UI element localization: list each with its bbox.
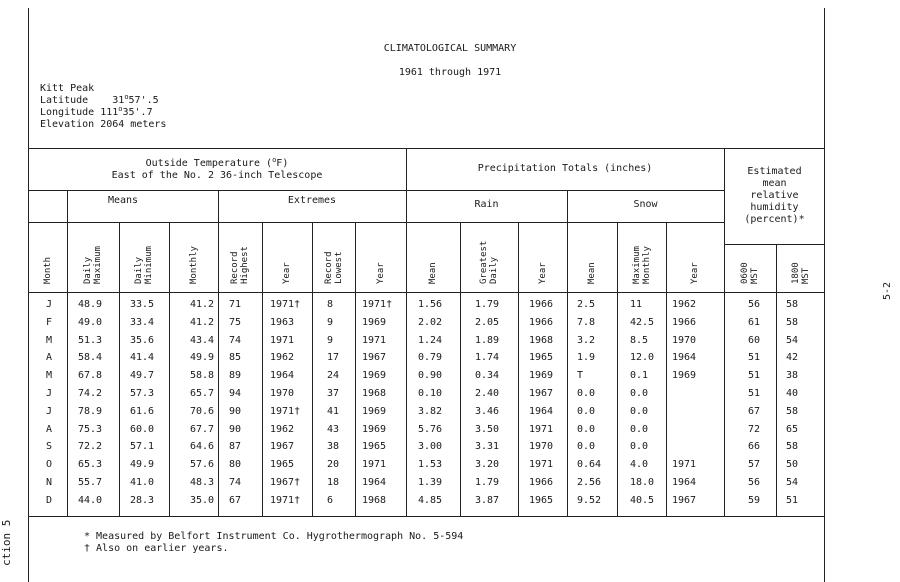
- table-cell-snow-mean: 0.64: [577, 459, 602, 471]
- table-cell-humidity-1800: 58: [786, 441, 799, 453]
- col-header-record-lowest: [324, 251, 344, 284]
- table-cell-year-low: 1969: [362, 316, 387, 328]
- precipitation-header-line: Precipitation Totals (inches): [477, 163, 653, 174]
- table-cell-humidity-1800: 54: [786, 477, 799, 488]
- table-cell-humidity-1800: 51: [786, 494, 799, 506]
- table-cell-rain-mean: 1.56: [418, 299, 443, 310]
- col-header-text: Year: [690, 262, 700, 284]
- table-cell-record-highest: 71: [229, 299, 242, 310]
- table-cell-record-lowest: 9: [327, 334, 334, 346]
- table-cell-year-low: 1964: [362, 477, 387, 488]
- col-header-record-highest: [230, 246, 250, 284]
- table-cell-daily-minimum: 61.6: [130, 405, 155, 417]
- table-cell-humidity-1800: 38: [786, 370, 799, 382]
- col-header-year-high: [282, 262, 292, 284]
- table-cell-rain-mean: 2.02: [418, 316, 443, 328]
- footnote-humidity: * Measured by Belfort Instrument Co. Hygrothermograph No. 5-594: [84, 531, 464, 542]
- table-cell-month: F: [46, 316, 53, 328]
- table-cell-daily-maximum: 78.9: [78, 405, 103, 417]
- table-cell-daily-maximum: 72.2: [78, 441, 103, 453]
- col-header-text: Maximum: [93, 246, 103, 284]
- table-cell-humidity-1800: 54: [786, 334, 799, 346]
- table-cell-daily-maximum: 65.3: [78, 459, 103, 471]
- table-cell-daily-minimum: 41.0: [130, 477, 155, 488]
- table-cell-record-lowest: 8: [327, 299, 334, 310]
- table-cell-maximum-monthly: 0.0: [630, 388, 649, 399]
- table-cell-snow-year: 1964: [672, 352, 697, 364]
- table-cell-rain-mean: 1.53: [418, 459, 443, 471]
- humidity-header: [724, 166, 825, 226]
- col-header-text: 0600: [740, 262, 750, 284]
- table-cell-monthly: 58.8: [190, 370, 215, 382]
- col-divider: [776, 244, 777, 516]
- table-cell-year-high: 1971: [270, 334, 295, 346]
- table-cell-month: O: [46, 459, 53, 471]
- means-header-line: Means: [107, 195, 139, 206]
- table-cell-month: J: [46, 299, 53, 310]
- table-cell-maximum-monthly: 0.1: [630, 370, 649, 382]
- table-cell-maximum-monthly: 0.0: [630, 423, 649, 435]
- col-header-daily-minimum: [134, 246, 154, 284]
- humidity-header-line: mean: [762, 178, 787, 189]
- col-header-text: Mean: [428, 262, 438, 284]
- table-cell-humidity-1800: 50: [786, 459, 799, 471]
- col-divider: [617, 222, 618, 516]
- col-header-text: Minimum: [144, 246, 154, 284]
- col-header-text: Mean: [587, 262, 597, 284]
- table-cell-daily-minimum: 41.4: [130, 352, 155, 364]
- rain-snow-divider: [567, 190, 568, 516]
- table-cell-rain-year: 1966: [529, 477, 554, 488]
- col-header-text: MST: [800, 267, 811, 284]
- table-cell-year-high: 1971†: [270, 299, 301, 310]
- temperature-header-line: East of the No. 2 36-inch Telescope: [111, 170, 323, 181]
- extremes-header: [218, 195, 406, 207]
- table-cell-daily-maximum: 44.0: [78, 494, 103, 506]
- table-cell-record-highest: 85: [229, 352, 242, 364]
- table-cell-record-lowest: 17: [327, 352, 340, 364]
- table-cell-record-highest: 80: [229, 459, 242, 471]
- table-cell-monthly: 64.6: [190, 441, 215, 453]
- col-header-text: Record: [323, 251, 334, 284]
- col-header-text: Highest: [240, 246, 250, 284]
- header-bottom-rule: [28, 292, 825, 293]
- table-cell-rain-year: 1964: [529, 405, 554, 417]
- snow-header: [567, 199, 724, 211]
- col-divider: [312, 222, 313, 516]
- col-divider: [460, 222, 461, 516]
- table-cell-rain-year: 1971: [529, 423, 554, 435]
- table-cell-maximum-monthly: 42.5: [630, 316, 655, 328]
- table-cell-daily-minimum: 49.9: [130, 459, 155, 471]
- table-cell-record-lowest: 6: [327, 494, 334, 506]
- extremes-header-line: Extremes: [287, 195, 337, 206]
- col-divider: [355, 222, 356, 516]
- humidity-header-line: humidity: [750, 202, 799, 213]
- table-cell-snow-year: 1971: [672, 459, 697, 471]
- table-cell-year-high: 1971†: [270, 405, 301, 417]
- table-cell-humidity-0600: 57: [748, 459, 761, 471]
- table-cell-record-highest: 94: [229, 388, 242, 399]
- table-cell-monthly: 49.9: [190, 352, 215, 364]
- table-cell-maximum-monthly: 8.5: [630, 334, 649, 346]
- precipitation-header: [406, 163, 724, 175]
- table-cell-rain-year: 1969: [529, 370, 554, 382]
- table-cell-humidity-1800: 65: [786, 423, 799, 435]
- table-cell-rain-mean: 0.90: [418, 370, 443, 382]
- table-cell-snow-mean: 7.8: [577, 316, 596, 328]
- col-header-text: Year: [537, 262, 548, 284]
- table-cell-record-lowest: 37: [327, 388, 340, 399]
- table-cell-year-high: 1964: [270, 370, 295, 382]
- table-cell-record-lowest: 43: [327, 423, 340, 435]
- table-cell-monthly: 35.0: [190, 494, 215, 506]
- table-cell-record-highest: 67: [229, 494, 242, 506]
- page-title: CLIMATOLOGICAL SUMMARY: [383, 43, 517, 54]
- table-cell-record-lowest: 18: [327, 477, 340, 488]
- table-cell-rain-year: 1966: [529, 299, 554, 310]
- col-divider: [518, 222, 519, 516]
- table-cell-rain-mean: 3.00: [418, 441, 443, 453]
- table-cell-maximum-monthly: 18.0: [630, 477, 655, 488]
- table-cell-rain-year: 1967: [529, 388, 554, 399]
- table-cell-month: D: [46, 494, 53, 506]
- table-cell-daily-minimum: 33.4: [130, 316, 155, 328]
- table-cell-maximum-monthly: 0.0: [630, 441, 649, 453]
- table-cell-daily-maximum: 49.0: [78, 316, 103, 328]
- means-header: [28, 195, 218, 207]
- table-cell-snow-mean: 9.52: [577, 494, 602, 506]
- table-cell-year-low: 1971: [362, 334, 387, 346]
- table-cell-rain-mean: 5.76: [418, 423, 443, 435]
- table-cell-rain-mean: 0.10: [418, 388, 443, 399]
- table-cell-snow-mean: 1.9: [577, 352, 596, 364]
- col-divider: [67, 190, 68, 516]
- table-cell-greatest-daily: 0.34: [475, 370, 500, 382]
- table-cell-rain-mean: 0.79: [418, 352, 443, 364]
- table-cell-maximum-monthly: 12.0: [630, 352, 655, 364]
- table-cell-snow-year: 1964: [672, 477, 697, 488]
- table-cell-snow-mean: 0.0: [577, 441, 596, 453]
- table-cell-humidity-1800: 58: [786, 316, 799, 328]
- humidity-subrule: [724, 244, 825, 245]
- table-cell-greatest-daily: 1.79: [475, 477, 500, 488]
- station-elevation: Elevation 2064 meters: [40, 119, 167, 130]
- table-cell-daily-minimum: 57.3: [130, 388, 155, 399]
- table-cell-greatest-daily: 3.50: [475, 423, 500, 435]
- table-cell-daily-maximum: 74.2: [78, 388, 103, 399]
- table-cell-monthly: 70.6: [190, 405, 215, 417]
- col-header-text: Daily: [134, 256, 144, 284]
- col-header-text: Daily: [489, 256, 499, 284]
- rain-header-line: Rain: [474, 199, 499, 210]
- col-header-maximum-monthly: [632, 246, 652, 284]
- table-cell-record-lowest: 41: [327, 405, 340, 417]
- table-cell-rain-year: 1965: [529, 494, 554, 506]
- table-cell-record-lowest: 9: [327, 316, 334, 328]
- table-cell-greatest-daily: 3.87: [475, 494, 500, 506]
- humidity-header-line: relative: [750, 190, 799, 201]
- table-cell-greatest-daily: 1.74: [475, 352, 500, 364]
- table-cell-humidity-0600: 56: [748, 477, 761, 488]
- table-cell-month: A: [46, 423, 53, 435]
- table-cell-rain-mean: 1.39: [418, 477, 443, 488]
- table-cell-snow-year: 1967: [672, 494, 697, 506]
- table-cell-year-high: 1962: [270, 423, 295, 435]
- col-header-text: Year: [375, 262, 386, 284]
- table-cell-snow-mean: 0.0: [577, 388, 596, 399]
- table-cell-record-lowest: 24: [327, 370, 340, 382]
- table-cell-daily-minimum: 60.0: [130, 423, 155, 435]
- subgroup-rule: [28, 222, 724, 223]
- table-cell-monthly: 65.7: [190, 388, 215, 399]
- table-cell-record-lowest: 38: [327, 441, 340, 453]
- col-header-greatest-daily: [479, 241, 499, 284]
- col-divider: [119, 222, 120, 516]
- table-cell-greatest-daily: 1.89: [475, 334, 500, 346]
- table-cell-greatest-daily: 1.79: [475, 299, 500, 310]
- table-cell-snow-mean: 0.0: [577, 423, 596, 435]
- col-divider: [666, 222, 667, 516]
- table-cell-rain-year: 1966: [529, 316, 554, 328]
- col-header-snow-year: [690, 262, 700, 284]
- col-header-text: Record: [230, 251, 240, 284]
- table-cell-greatest-daily: 2.05: [475, 316, 500, 328]
- col-header-text: Year: [282, 262, 292, 284]
- table-cell-snow-mean: 2.5: [577, 299, 596, 310]
- table-cell-humidity-1800: 58: [786, 405, 799, 417]
- table-cell-daily-maximum: 67.8: [78, 370, 103, 382]
- col-header-rain-mean: [428, 262, 438, 284]
- table-cell-year-low: 1969: [362, 370, 387, 382]
- table-cell-year-high: 1967†: [270, 477, 301, 488]
- table-cell-maximum-monthly: 11: [630, 299, 643, 310]
- table-cell-rain-year: 1970: [529, 441, 554, 453]
- section-label: ction 5: [0, 519, 13, 566]
- table-cell-record-highest: 75: [229, 316, 242, 328]
- table-cell-month: S: [46, 441, 53, 453]
- table-cell-record-highest: 90: [229, 423, 242, 435]
- table-cell-monthly: 41.2: [190, 316, 215, 328]
- table-cell-maximum-monthly: 40.5: [630, 494, 655, 506]
- table-cell-snow-mean: 0.0: [577, 405, 596, 417]
- table-cell-year-high: 1965: [270, 459, 295, 471]
- table-cell-year-low: 1967: [362, 352, 387, 364]
- table-top-rule: [28, 148, 825, 149]
- table-cell-daily-maximum: 75.3: [78, 423, 103, 435]
- table-cell-month: J: [46, 405, 53, 417]
- table-cell-daily-minimum: 35.6: [130, 334, 155, 346]
- station-latitude: Latitude 31$^o$57'.5: [40, 93, 159, 106]
- table-cell-daily-minimum: 49.7: [130, 370, 155, 382]
- table-cell-greatest-daily: 3.46: [475, 405, 500, 417]
- col-header-month: [43, 257, 53, 284]
- col-header-snow-mean: [587, 262, 597, 284]
- table-cell-monthly: 43.4: [190, 334, 215, 346]
- col-header-humidity-1800: [791, 262, 811, 284]
- table-cell-daily-minimum: 57.1: [130, 441, 155, 453]
- footnotes: [84, 531, 463, 555]
- page-number: 5-2: [882, 281, 893, 300]
- rain-header: [406, 199, 567, 211]
- station-info: [40, 83, 166, 131]
- table-cell-greatest-daily: 2.40: [475, 388, 500, 399]
- table-cell-snow-mean: 2.56: [577, 477, 602, 488]
- table-cell-humidity-0600: 51: [748, 352, 761, 364]
- table-cell-humidity-0600: 56: [748, 299, 761, 310]
- table-cell-humidity-0600: 51: [748, 388, 761, 399]
- snow-header-line: Snow: [633, 199, 658, 210]
- col-header-text: MST: [750, 267, 760, 284]
- table-cell-rain-year: 1965: [529, 352, 554, 364]
- table-cell-daily-minimum: 28.3: [130, 494, 155, 506]
- table-cell-year-low: 1969: [362, 423, 387, 435]
- table-cell-month: N: [46, 477, 53, 488]
- table-cell-snow-mean: T: [577, 370, 584, 382]
- table-cell-daily-maximum: 51.3: [78, 334, 103, 346]
- table-cell-month: J: [46, 388, 53, 399]
- col-divider: [262, 222, 263, 516]
- station-longitude: Longitude 111$^o$35'.7: [40, 105, 153, 118]
- col-divider: [169, 222, 170, 516]
- table-cell-humidity-0600: 60: [748, 334, 761, 346]
- table-cell-rain-mean: 3.82: [418, 405, 443, 417]
- table-cell-maximum-monthly: 0.0: [630, 405, 649, 417]
- col-header-text: Monthly: [641, 246, 652, 284]
- table-cell-humidity-1800: 58: [786, 299, 799, 310]
- table-cell-rain-mean: 4.85: [418, 494, 443, 506]
- period-subtitle: 1961 through 1971: [398, 67, 502, 78]
- group-rule: [28, 190, 724, 191]
- table-cell-year-high: 1963: [270, 316, 295, 328]
- table-cell-humidity-1800: 40: [786, 388, 799, 399]
- table-cell-year-low: 1968: [362, 388, 387, 399]
- table-cell-month: M: [46, 370, 53, 382]
- table-cell-snow-year: 1966: [672, 316, 697, 328]
- table-cell-snow-year: 1969: [672, 370, 697, 382]
- table-cell-year-low: 1965: [362, 441, 387, 453]
- col-header-text: Month: [42, 256, 53, 284]
- col-header-text: Lowest: [333, 251, 344, 284]
- col-header-text: Daily: [83, 256, 93, 284]
- col-header-humidity-0600: [740, 262, 760, 284]
- table-cell-daily-maximum: 58.4: [78, 352, 103, 364]
- col-header-text: Monthly: [188, 246, 199, 284]
- table-cell-monthly: 67.7: [190, 423, 215, 435]
- table-cell-record-highest: 87: [229, 441, 242, 453]
- table-cell-humidity-0600: 59: [748, 494, 761, 506]
- table-cell-year-low: 1969: [362, 405, 387, 417]
- table-cell-rain-year: 1968: [529, 334, 554, 346]
- temperature-header-line: Outside Temperature ($^o$F): [145, 156, 289, 169]
- table-cell-humidity-0600: 61: [748, 316, 761, 328]
- col-header-text: Greatest: [479, 240, 489, 284]
- table-cell-record-highest: 74: [229, 477, 242, 488]
- table-cell-monthly: 48.3: [190, 477, 215, 488]
- humidity-header-line: (percent)*: [744, 214, 805, 225]
- table-cell-year-low: 1968: [362, 494, 387, 506]
- table-cell-snow-year: 1962: [672, 299, 697, 310]
- table-cell-daily-minimum: 33.5: [130, 299, 155, 310]
- table-cell-year-high: 1962: [270, 352, 295, 364]
- table-cell-daily-maximum: 48.9: [78, 299, 103, 310]
- table-cell-humidity-0600: 66: [748, 441, 761, 453]
- table-cell-daily-maximum: 55.7: [78, 477, 103, 488]
- table-bottom-rule: [28, 516, 825, 517]
- col-header-text: Maximum: [631, 246, 642, 284]
- table-cell-month: M: [46, 334, 53, 346]
- table-cell-humidity-0600: 72: [748, 423, 761, 435]
- col-header-monthly: [189, 246, 199, 284]
- table-cell-record-highest: 74: [229, 334, 242, 346]
- table-cell-monthly: 41.2: [190, 299, 215, 310]
- station-name: Kitt Peak: [40, 83, 95, 94]
- table-cell-year-low: 1971: [362, 459, 387, 471]
- table-cell-snow-mean: 3.2: [577, 334, 596, 346]
- table-cell-year-high: 1971†: [270, 494, 301, 506]
- table-cell-year-high: 1970: [270, 388, 295, 399]
- table-cell-month: A: [46, 352, 53, 364]
- temperature-header: [28, 158, 406, 182]
- table-cell-record-highest: 89: [229, 370, 242, 382]
- table-cell-year-low: 1971†: [362, 299, 393, 310]
- col-header-daily-maximum: [83, 246, 103, 284]
- col-header-year-low: [376, 262, 386, 284]
- table-cell-maximum-monthly: 4.0: [630, 459, 649, 471]
- table-cell-humidity-1800: 42: [786, 352, 799, 364]
- table-cell-rain-year: 1971: [529, 459, 554, 471]
- table-cell-record-highest: 90: [229, 405, 242, 417]
- footnote-dagger: † Also on earlier years.: [84, 543, 229, 554]
- table-cell-greatest-daily: 3.20: [475, 459, 500, 471]
- means-extremes-divider: [218, 190, 219, 516]
- table-cell-rain-mean: 1.24: [418, 334, 443, 346]
- col-header-text: 1800: [790, 262, 801, 284]
- table-cell-humidity-0600: 51: [748, 370, 761, 382]
- table-cell-record-lowest: 20: [327, 459, 340, 471]
- table-cell-greatest-daily: 3.31: [475, 441, 500, 453]
- col-header-rain-year: [538, 262, 548, 284]
- table-cell-year-high: 1967: [270, 441, 295, 453]
- table-cell-monthly: 57.6: [190, 459, 215, 471]
- table-cell-snow-year: 1970: [672, 334, 697, 346]
- table-cell-humidity-0600: 67: [748, 405, 761, 417]
- humidity-header-line: Estimated: [747, 166, 802, 177]
